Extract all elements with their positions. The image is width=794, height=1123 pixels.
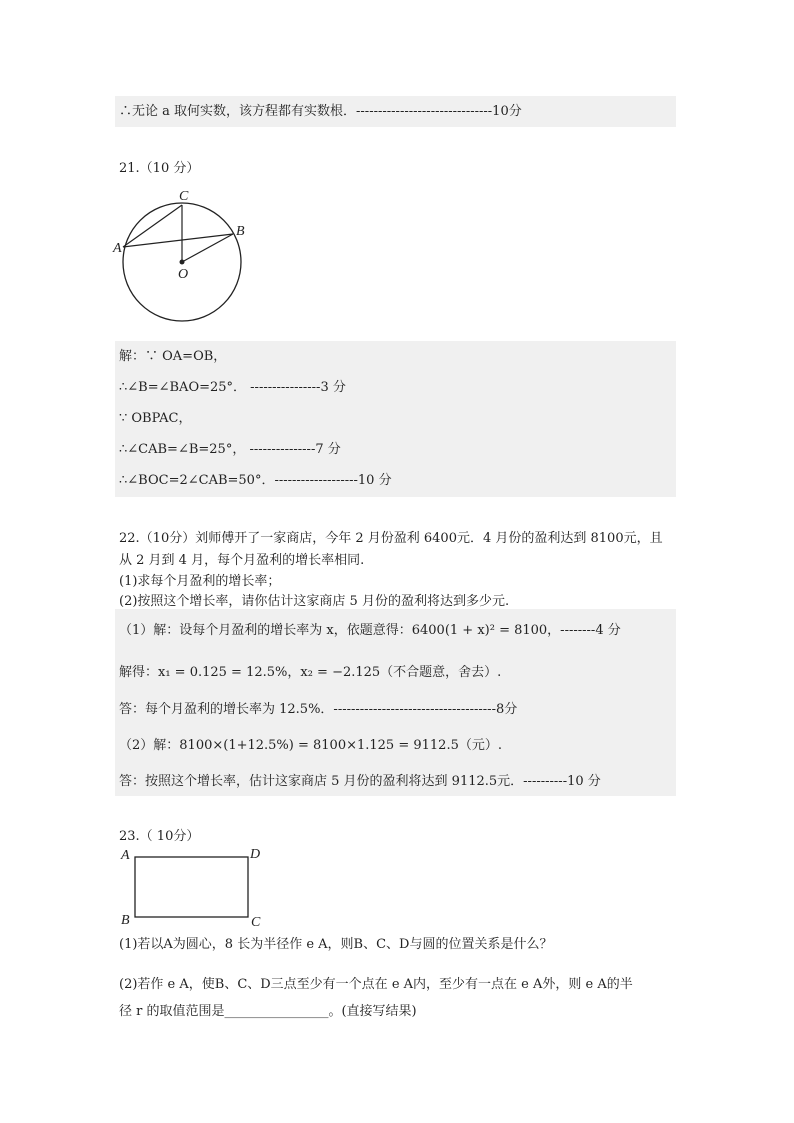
rectangle-ABCD — [135, 857, 248, 917]
label-B-rect: B — [121, 913, 130, 928]
q22-intro-line-1: 22.（10分）刘师傅开了一家商店，今年 2 月份盈利 6400元．4 月份的盈利达到 8100元，且 — [119, 531, 663, 546]
label-D-rect: D — [250, 847, 261, 862]
label-B: B — [236, 224, 245, 239]
q22-solution-line-4: （2）解：8100×(1+12.5%) = 8100×1.125 = 9112.5（元）. — [119, 738, 502, 753]
label-O: O — [178, 267, 189, 282]
q21-solution-line-5: ∴∠BOC=2∠CAB=50°．-------------------10 分 — [119, 473, 392, 488]
segment-OB — [182, 234, 233, 262]
label-C-rect: C — [251, 915, 261, 930]
q23-part-2-line-1: (2)若作 e A，使B、C、D三点至少有一个点在 e A内，至少有一点在 e A外，则 e A的半 — [119, 977, 633, 992]
q23-header: 23.（ 10分） — [119, 829, 200, 844]
q23-part-1: (1)若以A为圆心，8 长为半径作 e A，则B、C、D与圆的位置关系是什么？ — [119, 937, 553, 952]
q22-solution-line-1: （1）解：设每个月盈利的增长率为 x，依题意得：6400(1 + x)² = 8100，--------4 分 — [119, 623, 621, 638]
label-C: C — [179, 189, 189, 204]
q21-solution-line-1: 解：∵ OA=OB， — [119, 349, 227, 364]
q22-part-1: (1)求每个月盈利的增长率； — [119, 574, 281, 589]
center-point-O — [180, 260, 185, 265]
q21-header: 21.（10 分） — [119, 161, 200, 176]
q22-solution-line-2: 解得：x₁ = 0.125 = 12.5%，x₂ = −2.125（不合题意，舍去）. — [119, 665, 502, 680]
label-A-rect: A — [121, 848, 130, 863]
q21-solution-line-3: ∵ OBPAC， — [119, 411, 192, 426]
q21-solution-line-2: ∴∠B=∠BAO=25°． ----------------3 分 — [119, 380, 346, 395]
label-A: A — [113, 241, 122, 256]
q22-solution-line-3: 答：每个月盈利的增长率为 12.5%．-------------------------------------8分 — [119, 702, 518, 717]
q22-intro-line-2: 从 2 月到 4 月，每个月盈利的增长率相同. — [119, 553, 365, 568]
q22-part-2: (2)按照这个增长率，请你估计这家商店 5 月份的盈利将达到多少元. — [119, 594, 510, 609]
q23-rectangle-figure — [128, 852, 258, 922]
q22-solution-line-5: 答：按照这个增长率，估计这家商店 5 月份的盈利将达到 9112.5元．----------10 分 — [119, 774, 601, 789]
q23-part-2-line-2: 径 r 的取值范围是________________。(直接写结果) — [119, 1004, 417, 1019]
q21-solution-line-4: ∴∠CAB=∠B=25°， ---------------7 分 — [119, 442, 341, 457]
intro-line: ∴无论 a 取何实数，该方程都有实数根．-------------------------------10分 — [119, 104, 522, 119]
q21-circle-figure — [112, 188, 252, 328]
